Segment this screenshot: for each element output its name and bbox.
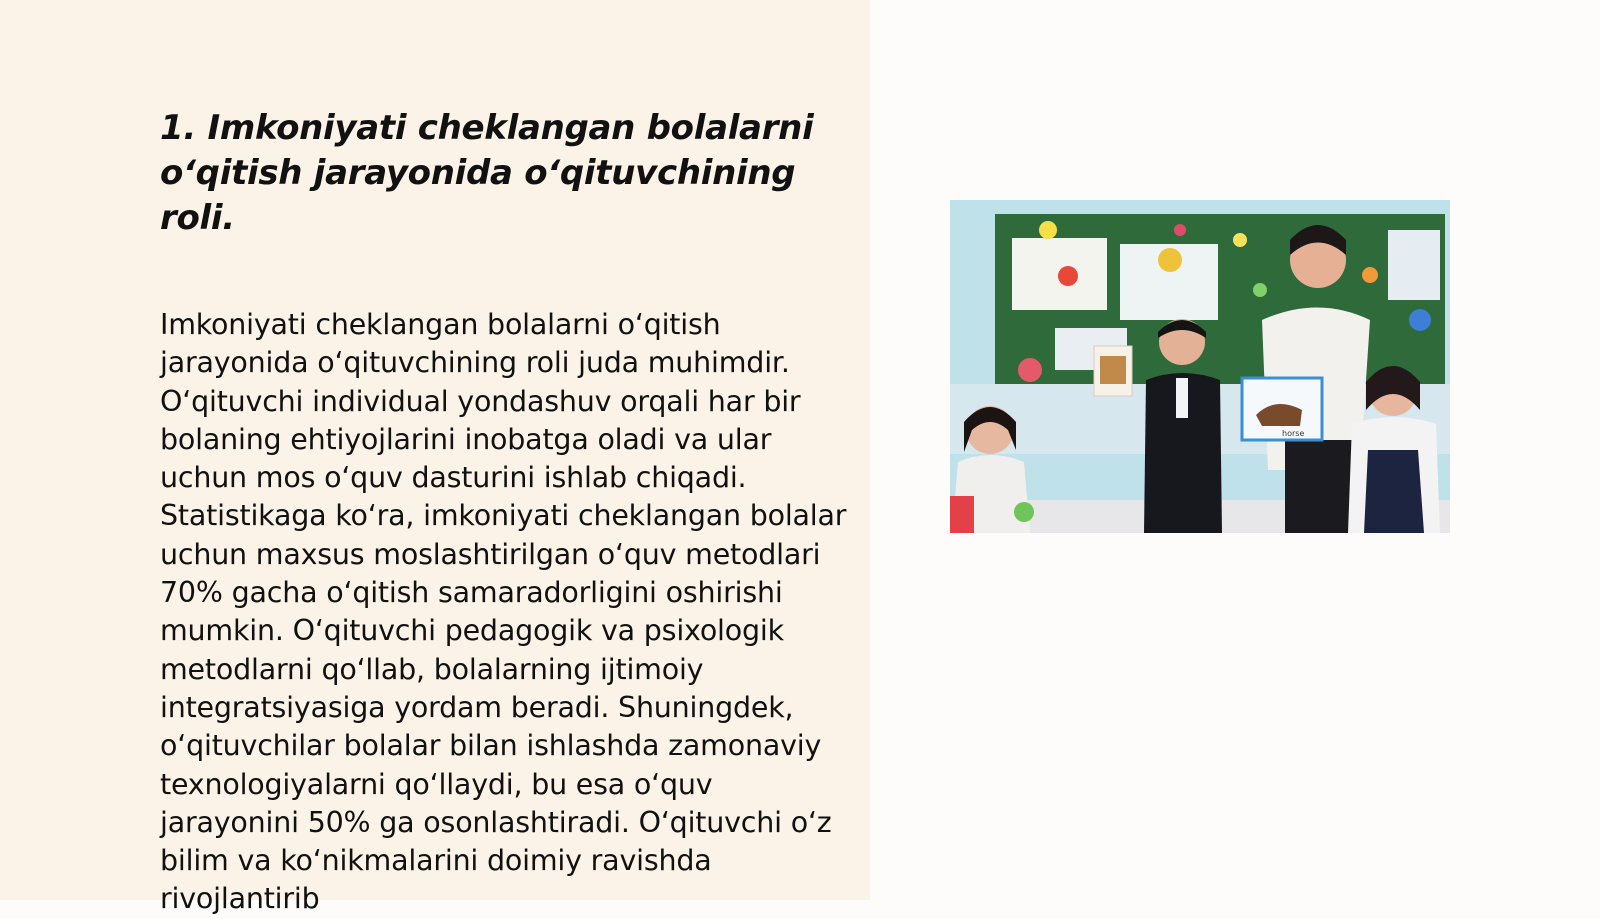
slide-body-text: Imkoniyati cheklangan bolalarni o‘qitish jarayonida o‘qituvchining roli juda muhimdir. O‘qituvchi individual yondashuv orqali har bir bolaning ehtiyojlarini inobatga oladi va ular uchun mos o‘quv dasturini ishlab chiqadi. Statistikaga ko‘ra, imkoniyati cheklangan bolalar uchun maxsus moslashtirilgan o‘quv metodlari 70% gacha o‘qitish samaradorligini oshirishi mumkin. O‘qituvchi pedagogik va psixologik metodlarni qo‘llab, bolalarning ijtimoiy integratsiyasiga yordam beradi. Shuningdek, o‘qituvchilar bolalar bilan ishlashda zamonaviy texnologiyalarni qo‘llaydi, bu esa o‘quv jarayonini 50% ga osonlashtiradi. O‘qituvchi o‘z bilim va ko‘nikmalarini doimiy ravishda rivojlantirib [160, 308, 847, 916]
slide-title: 1. Imkoniyati cheklangan bolalarni o‘qitish jarayonida o‘qituvchining roli. [160, 108, 814, 238]
card-label: horse [1282, 429, 1305, 438]
classroom-photo [950, 200, 1450, 533]
